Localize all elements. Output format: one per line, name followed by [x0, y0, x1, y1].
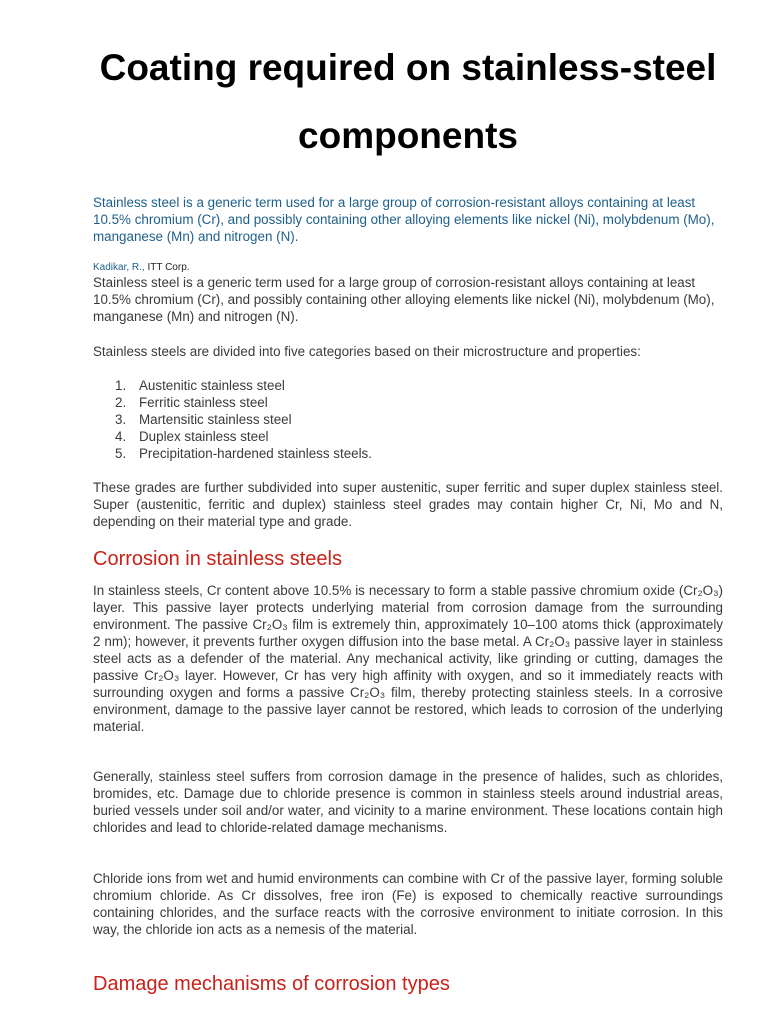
list-item-text: Martensitic stainless steel: [139, 412, 292, 427]
list-item-text: Duplex stainless steel: [139, 429, 269, 444]
grades-paragraph: These grades are further subdivided into super austenitic, super ferritic and super duplex stainless steel. Super (austenitic, ferritic and duplex) stainless steel grades may contain higher Cr, Ni, Mo and N, depending on their material type and grade.: [93, 480, 723, 529]
document-title: Coating required on stainless-steel components: [99, 47, 717, 156]
list-number: 5.: [115, 446, 127, 461]
list-item: [93, 377, 693, 394]
list-item: [93, 445, 693, 462]
list-item-text: Austenitic stainless steel: [139, 378, 285, 393]
categories-list: [93, 377, 693, 462]
list-number: 3.: [115, 412, 127, 427]
author-line: [93, 261, 190, 274]
author-separator: ,: [141, 262, 148, 273]
section-heading-corrosion: Corrosion in stainless steels: [93, 548, 342, 570]
author-name[interactable]: Kadikar, R.: [93, 262, 142, 273]
section-heading-damage: Damage mechanisms of corrosion types: [93, 973, 450, 995]
list-item: [93, 394, 693, 411]
abstract-text: Stainless steel is a generic term used for a large group of corrosion-resistant alloys containing at least 10.5% chromium (Cr), and possibly containing other alloying elements like nickel (Ni), molybdenum (Mo), manganese (Mn) and nitrogen (N).: [93, 195, 715, 244]
list-item-text: Precipitation-hardened stainless steels.: [139, 446, 372, 461]
list-item-text: Ferritic stainless steel: [139, 395, 268, 410]
corrosion-paragraph-1: In stainless steels, Cr content above 10.5% is necessary to form a stable passive chromium oxide (Cr₂O₃) layer. This passive layer protects underlying material from corrosion damage from the surrounding environment. The passive Cr₂O₃ film is extremely thin, approximately 10–100 atoms thick (approximately 2 nm); however, it prevents further oxygen diffusion into the base metal. A Cr₂O₃ passive layer in stainless steel acts as a defender of the material. Any mechanical activity, like grinding or cutting, damages the passive Cr₂O₃ layer. However, Cr has very high affinity with oxygen, and so it immediately reacts with surrounding oxygen and forms a passive Cr₂O₃ film, thereby protecting stainless steels. In a corrosive environment, damage to the passive layer cannot be restored, which leads to corrosion of the underlying material.: [93, 583, 723, 734]
list-number: 1.: [115, 378, 127, 393]
intro-paragraph: Stainless steel is a generic term used for a large group of corrosion-resistant alloys containing at least 10.5% chromium (Cr), and possibly containing other alloying elements like nickel (Ni), molybdenum (Mo), manganese (Mn) and nitrogen (N).: [93, 275, 715, 324]
categories-paragraph: Stainless steels are divided into five categories based on their microstructure and properties:: [93, 344, 641, 359]
author-org: ITT Corp.: [147, 262, 190, 273]
list-number: 2.: [115, 395, 127, 410]
list-item: [93, 411, 693, 428]
list-item: [93, 428, 693, 445]
list-number: 4.: [115, 429, 127, 444]
corrosion-paragraph-2: Generally, stainless steel suffers from corrosion damage in the presence of halides, such as chlorides, bromides, etc. Damage due to chloride presence is common in stainless steels around industrial areas, buried vessels under soil and/or water, and vicinity to a marine environment. These locations contain high chlorides and lead to chloride-related damage mechanisms.: [93, 769, 723, 835]
corrosion-paragraph-3: Chloride ions from wet and humid environments can combine with Cr of the passive layer, forming soluble chromium chloride. As Cr dissolves, free iron (Fe) is exposed to chemically reactive surroundings containing chlorides, and the surface reacts with the corrosive environment to initiate corrosion. In this way, the chloride ion acts as a nemesis of the material.: [93, 871, 723, 937]
